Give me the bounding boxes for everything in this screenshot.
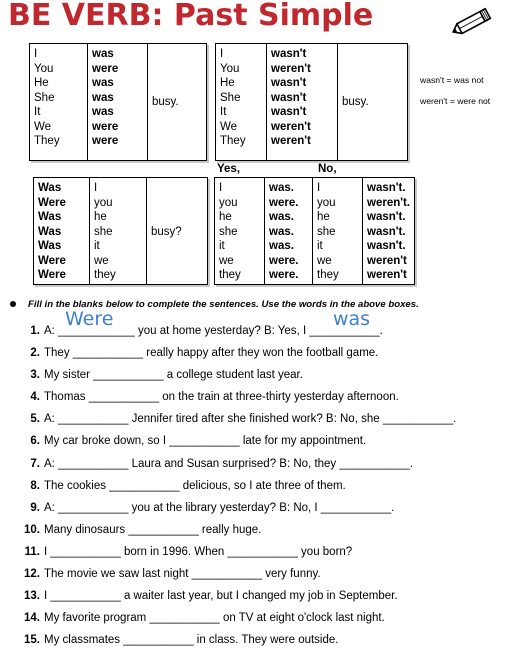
sentence-text: I ___________ born in 1996. When ___________ you born? xyxy=(44,545,353,558)
sentence-item xyxy=(12,368,517,390)
subject: he xyxy=(317,211,330,223)
subject: It xyxy=(34,106,41,118)
subject: we xyxy=(219,254,234,267)
verbs-column xyxy=(88,44,148,160)
verb: weren't xyxy=(271,135,311,147)
subject: I xyxy=(34,48,38,60)
subject: it xyxy=(94,240,100,252)
subject: we xyxy=(317,254,332,267)
verb: wasn't. xyxy=(367,211,406,223)
sentence-number: 5. xyxy=(30,413,40,426)
verb: weren't xyxy=(271,62,311,75)
sentence-item xyxy=(12,567,517,589)
verb: Were xyxy=(38,254,66,267)
verb: were xyxy=(92,62,119,75)
sentence-number: 7. xyxy=(30,457,40,470)
subject: she xyxy=(317,225,336,238)
sentence-text: A: ___________ you at the library yesterday? B: No, I ___________. xyxy=(44,501,395,514)
verb: was xyxy=(92,77,114,89)
subject: She xyxy=(220,91,241,104)
sentence-number: 1. xyxy=(30,325,40,337)
verb: Was xyxy=(38,240,62,252)
sentence-text: A: ___________ Jennifer tired after she finished work? B: No, she ___________. xyxy=(44,413,457,426)
verb: was xyxy=(92,48,114,60)
sentence-item xyxy=(12,589,517,611)
yes-subjects-column xyxy=(215,178,265,285)
subject: they xyxy=(317,269,339,281)
question-box xyxy=(33,177,208,285)
subject: He xyxy=(34,77,49,89)
verb: was. xyxy=(269,225,294,238)
sentence-text: A: ___________ Laura and Susan surprised? B: No, they ___________. xyxy=(44,457,413,470)
sentence-text: Thomas ___________ on the train at three-thirty yesterday afternoon. xyxy=(44,391,399,404)
sentence-text: A: ____________ you at home yesterday? B: Yes, I ___________. xyxy=(44,325,383,337)
exercise-list xyxy=(12,308,517,655)
subject: She xyxy=(34,91,55,104)
sentence-item xyxy=(12,611,517,633)
subject: she xyxy=(94,225,113,238)
subject: He xyxy=(220,77,235,89)
verb: wasn't xyxy=(271,106,307,118)
verb: were xyxy=(92,120,119,133)
subject: It xyxy=(220,106,227,118)
verb: wasn't xyxy=(271,77,307,89)
subject: you xyxy=(317,196,336,209)
verb: Were xyxy=(38,269,66,281)
sentence-item xyxy=(12,390,517,412)
subject: I xyxy=(94,182,98,194)
sentence-number: 12. xyxy=(24,568,40,581)
instruction-text: Fill in the blanks below to complete the sentences. Use the words in the above boxes. xyxy=(28,299,419,310)
subject: I xyxy=(219,182,223,194)
sentence-number: 9. xyxy=(30,501,40,514)
subject: he xyxy=(219,211,232,223)
verb: was xyxy=(92,106,114,118)
subject: I xyxy=(220,48,224,60)
contraction-note: wasn't = was not xyxy=(420,75,484,85)
short-answer-box xyxy=(214,177,415,285)
verbs-column xyxy=(34,178,90,285)
verb: were. xyxy=(269,269,299,281)
sentence-text: My favorite program ___________ on TV at eight o'clock last night. xyxy=(44,612,385,625)
subject: We xyxy=(220,120,238,133)
complement xyxy=(147,178,208,285)
subject: they xyxy=(219,269,241,281)
sentence-number: 2. xyxy=(30,347,40,360)
verb: were. xyxy=(269,196,299,209)
subject: she xyxy=(219,225,238,238)
verb: wasn't xyxy=(271,91,307,104)
sentence-item xyxy=(12,457,517,479)
no-verbs-column xyxy=(363,178,415,285)
verb: weren't xyxy=(271,120,311,133)
sentence-item xyxy=(12,346,517,368)
sentence-text: I ___________ a waiter last year, but I changed my job in September. xyxy=(44,590,398,603)
subjects-column xyxy=(30,44,88,160)
yes-header: Yes, xyxy=(217,163,241,175)
sentence-number: 14. xyxy=(24,612,40,625)
verb: Were xyxy=(38,196,66,209)
verb: wasn't. xyxy=(367,240,406,252)
subjects-column xyxy=(216,44,267,160)
sentence-item xyxy=(12,633,517,655)
pencil-icon xyxy=(450,4,496,40)
affirmative-box xyxy=(29,43,207,161)
verb: weren't xyxy=(367,269,407,281)
subject: They xyxy=(220,135,246,147)
sentence-item xyxy=(12,523,517,545)
sentence-text: Many dinosaurs ___________ really huge. xyxy=(44,523,262,536)
page-title: BE VERB: Past Simple xyxy=(8,0,374,33)
subject: They xyxy=(34,135,60,147)
sentence-text: My sister ___________ a college student last year. xyxy=(44,369,303,382)
sentence-number: 6. xyxy=(30,435,40,448)
complement-text: busy. xyxy=(342,96,369,109)
verb: was. xyxy=(269,182,294,194)
subject: you xyxy=(94,196,113,209)
subject: I xyxy=(317,182,321,194)
verb: was. xyxy=(269,211,294,223)
sentence-number: 3. xyxy=(30,369,40,382)
sentence-item xyxy=(12,501,517,523)
sentence-number: 8. xyxy=(30,479,40,492)
complement-text: busy. xyxy=(152,96,179,109)
subject: it xyxy=(317,240,323,252)
sentence-item xyxy=(12,434,517,456)
sentence-text: The cookies ___________ delicious, so I ate three of them. xyxy=(44,479,346,492)
verbs-column xyxy=(267,44,338,160)
sentence-number: 15. xyxy=(24,634,40,647)
sentence-number: 13. xyxy=(24,590,40,603)
negative-box xyxy=(215,43,408,161)
no-header: No, xyxy=(318,163,337,175)
verb: was xyxy=(92,91,114,104)
bullet-icon xyxy=(10,301,16,307)
verb: weren't. xyxy=(367,196,410,209)
verb: Was xyxy=(38,211,62,223)
subject: you xyxy=(219,196,238,209)
verb: wasn't. xyxy=(367,225,406,238)
subject: it xyxy=(219,240,225,252)
sentence-number: 10. xyxy=(24,523,40,536)
sentence-text: My classmates ___________ in class. They were outside. xyxy=(44,634,339,647)
sentence-item xyxy=(12,412,517,434)
verb: Was xyxy=(38,182,62,194)
verb: were xyxy=(92,135,119,147)
sentence-number: 11. xyxy=(24,545,40,558)
contraction-note: weren't = were not xyxy=(420,96,491,106)
yes-verbs-column xyxy=(265,178,313,285)
sentence-item xyxy=(12,308,517,346)
subject: we xyxy=(94,254,109,267)
verb: wasn't. xyxy=(367,182,406,194)
handwritten-answer: was xyxy=(333,308,371,330)
verb: was. xyxy=(269,240,294,252)
complement-text: busy? xyxy=(151,225,182,238)
no-subjects-column xyxy=(313,178,363,285)
subject: You xyxy=(34,62,54,75)
sentence-item xyxy=(12,479,517,501)
sentence-item xyxy=(12,545,517,567)
sentence-text: They ___________ really happy after they won the football game. xyxy=(44,347,379,360)
sentence-text: The movie we saw last night ___________ very funny. xyxy=(44,568,321,581)
handwritten-answer: Were xyxy=(65,308,114,330)
subject: You xyxy=(220,62,240,75)
subject: they xyxy=(94,269,116,281)
verb: Was xyxy=(38,225,62,238)
complement xyxy=(338,44,408,160)
verb: wasn't xyxy=(271,48,307,60)
complement xyxy=(148,44,207,160)
sentence-text: My car broke down, so I ___________ late for my appointment. xyxy=(44,435,367,448)
verb: were. xyxy=(269,254,299,267)
sentence-number: 4. xyxy=(30,391,40,404)
subject: he xyxy=(94,211,107,223)
subjects-column xyxy=(90,178,147,285)
verb: weren't xyxy=(367,254,407,267)
subject: We xyxy=(34,120,52,133)
